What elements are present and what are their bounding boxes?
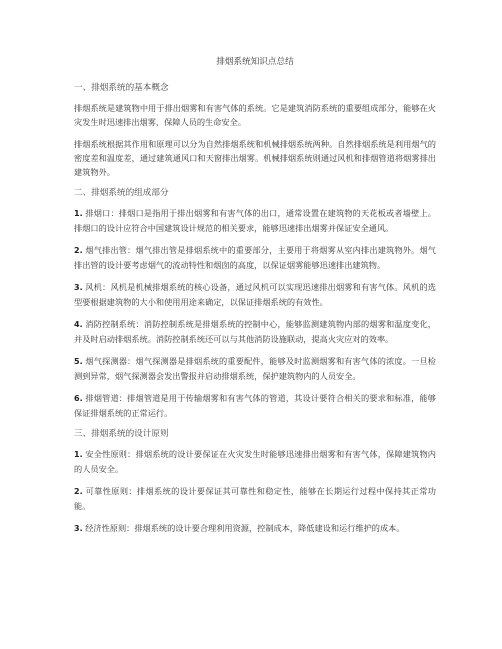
item-text: 风机：风机是机械排烟系统的核心设备，通过风机可以实现迅速排出烟雾和有害气体。风机的选型要根据建筑物的大小和使用用途来确定，以保证排烟系统的有效性。 [74, 282, 436, 307]
item-number: 3. [74, 283, 83, 292]
paragraph [74, 137, 436, 179]
item-number: 5. [74, 357, 83, 366]
list-item [74, 206, 436, 235]
section-heading-components: 二、排烟系统的组成部分 [74, 188, 169, 198]
item-text: 排烟管道：排烟管道是用于传输烟雾和有害气体的管道，其设计要符合相关的要求和标准，能够保证排烟系统的正常运行。 [74, 393, 436, 418]
item-text: 可靠性原则：排烟系统的设计要保证其可靠性和稳定性，能够在长期运行过程中保持其正常功能。 [74, 486, 436, 511]
item-text: 安全性原则：排烟系统的设计要保证在火灾发生时能够迅速排出烟雾和有害气体，保障建筑物内的人员安全。 [74, 449, 436, 474]
item-number: 1. [74, 209, 83, 218]
item-number: 6. [74, 394, 83, 403]
item-text: 烟气排出管：烟气排出管是排烟系统中的重要部分，主要用于将烟雾从室内排出建筑物外。烟气排出管的设计要考虑烟气的流动特性和烟囱的高度，以保证烟雾能够迅速排出建筑物。 [74, 245, 436, 270]
list-item [74, 447, 436, 476]
section-heading-design-principles: 三、排烟系统的设计原则 [74, 429, 169, 439]
item-number: 2. [74, 487, 83, 496]
list-item [74, 243, 436, 272]
section-heading-basic-concepts: 一、排烟系统的基本概念 [74, 83, 169, 93]
list-item [74, 521, 436, 536]
list-item [74, 317, 436, 346]
paragraph-text: 排烟系统是建筑物中用于排出烟雾和有害气体的系统。它是建筑消防系统的重要组成部分，能够在火灾发生时迅速排出烟雾，保障人员的生命安全。 [74, 103, 436, 127]
item-text: 排烟口：排烟口是指用于排出烟雾和有害气体的出口，通常设置在建筑物的天花板或者墙壁上。排烟口的设计应符合中国建筑设计规范的相关要求，能够迅速排出烟雾并保证安全通风。 [74, 208, 436, 233]
paragraph-text: 排烟系统根据其作用和原理可以分为自然排烟系统和机械排烟系统两种。自然排烟系统是利用烟气的密度差和温度差，通过建筑通风口和天窗排出烟雾。机械排烟系统则通过风机和排烟管道将烟雾排出建筑物外。 [74, 139, 436, 177]
item-number: 4. [74, 320, 83, 329]
item-number: 3. [74, 524, 83, 533]
list-item [74, 391, 436, 420]
list-item [74, 280, 436, 309]
list-item [74, 484, 436, 513]
list-item [74, 354, 436, 383]
item-number: 1. [74, 450, 83, 459]
item-text: 经济性原则：排烟系统的设计要合理利用资源，控制成本，降低建设和运行维护的成本。 [85, 523, 405, 533]
item-text: 烟气探测器：烟气探测器是排烟系统的重要配件，能够及时监测烟雾和有害气体的浓度。一旦检测到异常，烟气探测器会发出警报并启动排烟系统，保护建筑物内的人员安全。 [74, 356, 436, 381]
paragraph [74, 101, 436, 129]
item-text: 消防控制系统：消防控制系统是排烟系统的控制中心，能够监测建筑物内部的烟雾和温度变化，并及时启动排烟系统。消防控制系统还可以与其他消防设施联动，提高火灾应对的效率。 [74, 319, 436, 344]
item-number: 2. [74, 246, 83, 255]
document-title: 排烟系统知识点总结 [216, 57, 294, 67]
